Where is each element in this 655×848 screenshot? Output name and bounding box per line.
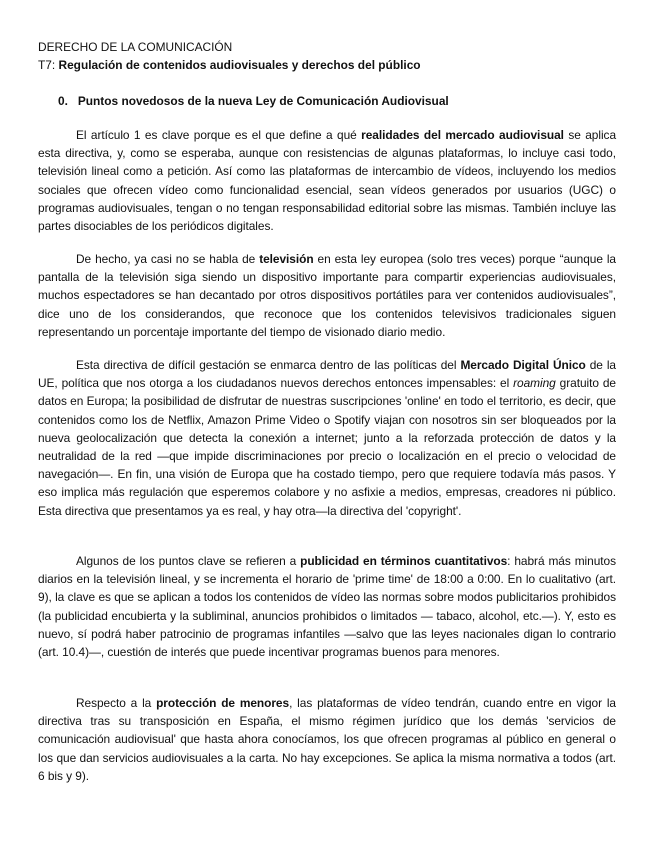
paragraph-text: en esta ley europea (solo tres veces) porque “aunque la pantalla de la televisión siga siendo un dispositivo importante para compartir experiencias audiovisuales, muchos espectadores se han decantado por otros dispositivos portátiles para ver contenidos audiovisuales”, dice uno de los considerandos, que reconoce que los contenidos televisivos tradicionales siguen representando un porcentaje importante del tiempo de visionado diario medio.: [38, 252, 616, 339]
section-heading: [58, 92, 449, 110]
paragraph-text: De hecho, ya casi no se habla de: [76, 252, 260, 266]
paragraph-text: Respecto a la: [76, 696, 157, 710]
paragraph-emphasis: Mercado Digital Único: [460, 358, 586, 372]
paragraph-text: Algunos de los puntos clave se refieren a: [76, 554, 301, 568]
paragraph-television: [38, 250, 616, 341]
paragraph-text: , las plataformas de vídeo tendrán, cuando entre en vigor la directiva tras su transposición en España, el mismo régimen jurídico que los demás 'servicios de comunicación audiovisual' que hasta ahora conocíamos, los que ofrecen programas al público en general o los que dan servicios audiovisuales a la carta. No hay excepciones. Se aplica la misma normativa a todos (art. 6 bis y 9).: [38, 696, 616, 783]
course-title: DERECHO DE LA COMUNICACIÓN: [38, 40, 233, 54]
paragraph-text: gratuito de datos en Europa; la posibilidad de disfrutar de nuestras suscripciones 'online' en todo el territorio, es decir, que contenidos como los de Netflix, Amazon Prime Video o Spotify viajan con nosotros sin ser bloqueados por la nueva geolocalización que detecta la conexión a internet; junto a la reforzada protección de datos y la neutralidad de la red —que impide discriminaciones por precio o localización en el precio o velocidad de navegación—. En fin, una visión de Europa que ha costado tiempo, pero que requiere todavía más pasos. Y eso implica más regulación que esperemos colabore y no asfixie a medios, empresas, creadores ni público. Esta directiva que presentamos ya es real, y hay otra—la directiva del 'copyright'.: [38, 376, 616, 518]
paragraph-text: : habrá más minutos diarios en la televisión lineal, y se incrementa el horario de 'prime time' de 18:00 a 0:00. En lo cualitativo (art. 9), la clave es que se aplican a todos los contenidos de vídeo las normas sobre modos publicitarios prohibidos (la publicidad encubierta y la subliminal, anuncios prohibidos o limitados — tabaco, alcohol, etc.—). Y, esto es nuevo, sí podrá haber patrocinio de programas infantiles —salvo que las leyes nacionales digan lo contrario (art. 10.4)—, cuestión de interés que puede incentivar programas buenos para menores.: [38, 554, 616, 660]
paragraph-minors: [38, 694, 616, 785]
paragraph-digital-market: [38, 356, 616, 520]
topic-heading: [38, 56, 421, 74]
paragraph-article-1: [38, 126, 616, 235]
paragraph-emphasis: protección de menores: [156, 696, 290, 710]
paragraph-text: de la UE, política que nos otorga a los ciudadanos nuevos derechos entonces impensables: el: [38, 358, 616, 391]
paragraph-text: se aplica esta directiva, y, como se esperaba, aunque con resistencias de algunas plataformas, lo incluye casi todo, televisión lineal como a petición. Así como las plataformas de intercambio de vídeos, incluyendo los medios sociales que ofrecen vídeo como funcionalidad esencial, sean vídeos generados por usuarios (UGC) o programas audiovisuales, tengan o no tengan responsabilidad editorial sobre las mismas. También incluye las partes disociables de los periódicos digitales.: [38, 128, 617, 234]
topic-prefix: T7:: [38, 58, 59, 72]
section-number: 0.: [58, 94, 68, 108]
topic-title: Regulación de contenidos audiovisuales y derechos del público: [58, 58, 421, 72]
paragraph-advertising: [38, 552, 616, 661]
paragraph-italic: roaming: [513, 376, 556, 391]
paragraph-emphasis: realidades del mercado audiovisual: [361, 128, 564, 142]
paragraph-text: El artículo 1 es clave porque es el que define a qué: [76, 128, 362, 142]
paragraph-emphasis: televisión: [259, 252, 314, 266]
section-title: Puntos novedosos de la nueva Ley de Comunicación Audiovisual: [77, 94, 449, 108]
paragraph-text: Esta directiva de difícil gestación se enmarca dentro de las políticas del: [76, 358, 461, 372]
paragraph-emphasis: publicidad en términos cuantitativos: [300, 554, 508, 568]
